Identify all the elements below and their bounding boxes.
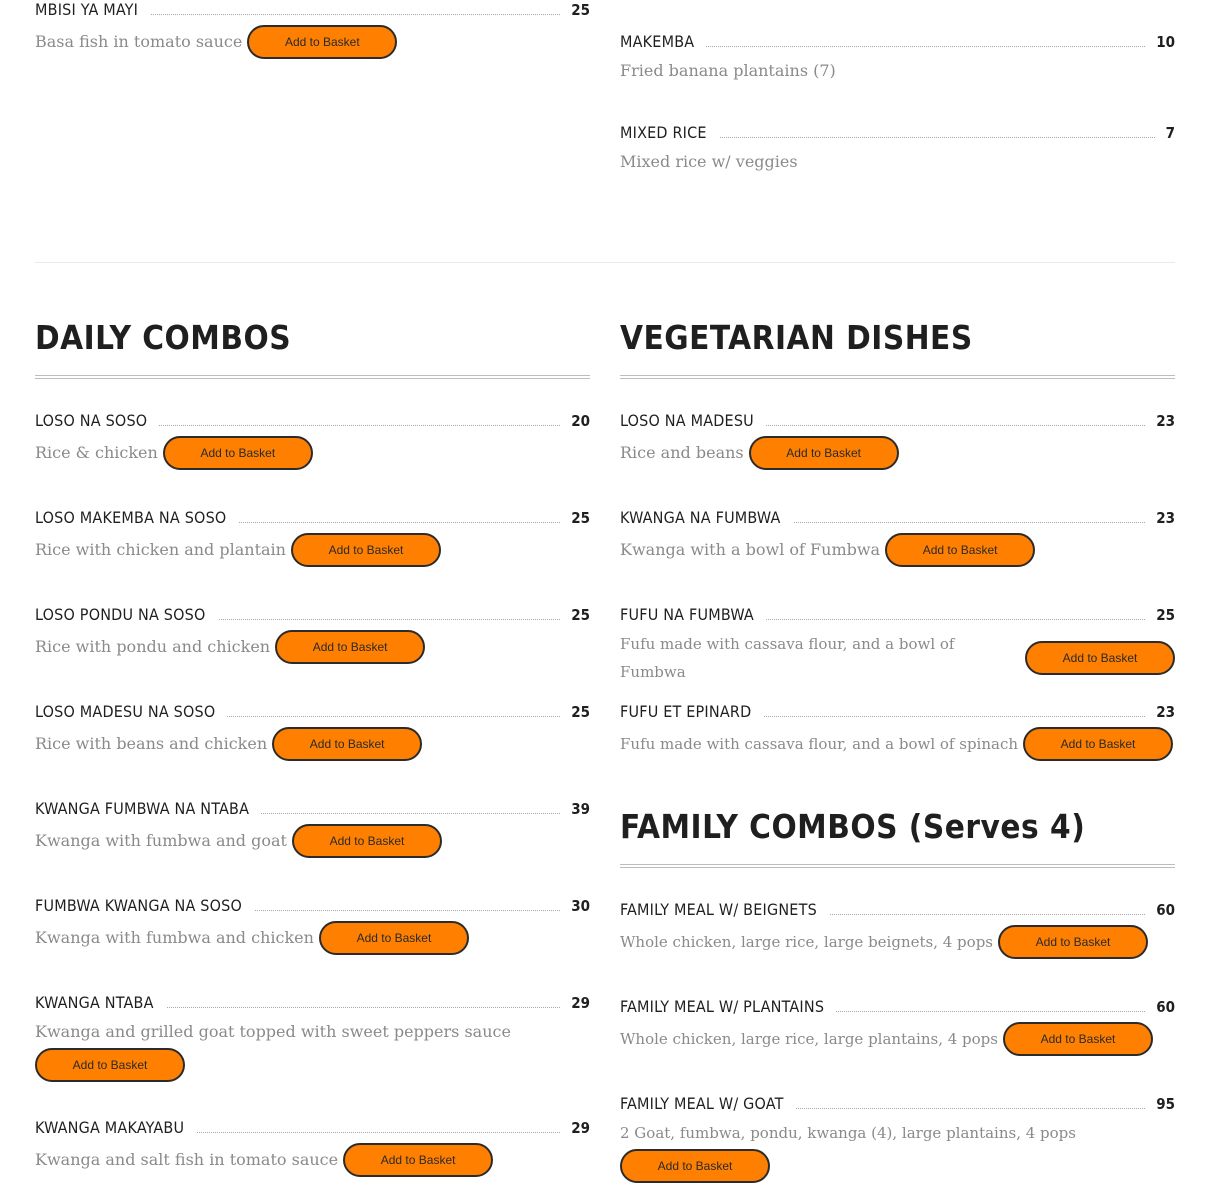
item-description: Kwanga and grilled goat topped with sweet peppers sauce <box>35 1022 511 1041</box>
section-rule <box>35 375 590 379</box>
menu-item <box>620 122 1175 176</box>
menu-item <box>620 604 1175 686</box>
add-to-basket-button[interactable]: Add to Basket <box>272 727 422 761</box>
section-rule <box>620 375 1175 379</box>
add-to-basket-button[interactable]: Add to Basket <box>275 630 425 664</box>
item-price: 29 <box>561 992 590 1014</box>
item-price: 95 <box>1146 1093 1175 1115</box>
item-name: KWANGA FUMBWA NA NTABA <box>35 798 261 820</box>
item-name: FUMBWA KWANGA NA SOSO <box>35 895 254 917</box>
menu-item <box>35 798 590 858</box>
item-price: 25 <box>561 701 590 723</box>
add-to-basket-button[interactable]: Add to Basket <box>247 25 397 59</box>
item-name: LOSO MADESU NA SOSO <box>35 701 227 723</box>
item-description: Kwanga and salt fish in tomato sauce <box>35 1150 339 1169</box>
item-description: 2 Goat, fumbwa, pondu, kwanga (4), large plantains, 4 pops <box>620 1124 1076 1142</box>
item-name: MBISI YA MAYI <box>35 0 150 21</box>
item-name: LOSO NA SOSO <box>35 410 159 432</box>
item-name: LOSO PONDU NA SOSO <box>35 604 218 626</box>
menu-item <box>35 0 590 59</box>
menu-item <box>620 410 1175 470</box>
item-description: Kwanga with fumbwa and goat <box>35 831 287 850</box>
item-price: 60 <box>1146 996 1175 1018</box>
section-title-daily-combos: DAILY COMBOS <box>35 318 292 357</box>
menu-item <box>620 899 1175 959</box>
item-description: Fried banana plantains (7) <box>620 61 836 80</box>
item-description: Rice and beans <box>620 443 744 462</box>
item-price: 25 <box>561 507 590 529</box>
add-to-basket-button[interactable]: Add to Basket <box>163 436 313 470</box>
item-price: 39 <box>561 798 590 820</box>
item-price: 60 <box>1146 899 1175 921</box>
add-to-basket-button[interactable]: Add to Basket <box>343 1143 493 1177</box>
section-divider <box>35 262 1175 263</box>
item-description: Mixed rice w/ veggies <box>620 152 798 171</box>
item-description: Whole chicken, large rice, large beignets, 4 pops <box>620 933 993 951</box>
menu-item <box>35 1117 590 1177</box>
menu-item <box>35 701 590 761</box>
menu-item <box>35 992 590 1082</box>
item-price: 7 <box>1156 122 1175 144</box>
menu-item <box>620 1093 1175 1183</box>
add-to-basket-button[interactable]: Add to Basket <box>1023 727 1173 761</box>
item-name: KWANGA MAKAYABU <box>35 1117 196 1139</box>
item-price: 23 <box>1146 701 1175 723</box>
menu-item <box>620 31 1175 85</box>
menu-item <box>620 507 1175 567</box>
item-name: FUFU NA FUMBWA <box>620 604 766 626</box>
item-description: Whole chicken, large rice, large plantains, 4 pops <box>620 1030 998 1048</box>
add-to-basket-button[interactable]: Add to Basket <box>998 925 1148 959</box>
add-to-basket-button[interactable]: Add to Basket <box>319 921 469 955</box>
menu-item <box>620 996 1175 1056</box>
item-price: 20 <box>561 410 590 432</box>
item-description: Rice & chicken <box>35 443 158 462</box>
add-to-basket-button[interactable]: Add to Basket <box>620 1149 770 1183</box>
item-name: MAKEMBA <box>620 31 706 53</box>
item-description: Fufu made with cassava flour, and a bowl of Fumbwa <box>620 635 955 681</box>
item-name: LOSO MAKEMBA NA SOSO <box>35 507 238 529</box>
add-to-basket-button[interactable]: Add to Basket <box>749 436 899 470</box>
add-to-basket-button[interactable]: Add to Basket <box>35 1048 185 1082</box>
item-name: KWANGA NA FUMBWA <box>620 507 793 529</box>
section-title-family-combos: FAMILY COMBOS (Serves 4) <box>620 807 1086 846</box>
add-to-basket-button[interactable]: Add to Basket <box>291 533 441 567</box>
item-name: FUFU ET EPINARD <box>620 701 763 723</box>
item-price: 30 <box>561 895 590 917</box>
add-to-basket-button[interactable]: Add to Basket <box>1003 1022 1153 1056</box>
item-price: 29 <box>561 1117 590 1139</box>
menu-item <box>35 410 590 470</box>
item-name: KWANGA NTABA <box>35 992 166 1014</box>
section-rule <box>620 864 1175 868</box>
item-description: Rice with pondu and chicken <box>35 637 271 656</box>
item-price: 25 <box>561 604 590 626</box>
item-name: FAMILY MEAL W/ BEIGNETS <box>620 899 829 921</box>
add-to-basket-button[interactable]: Add to Basket <box>885 533 1035 567</box>
item-description: Fufu made with cassava flour, and a bowl of spinach <box>620 735 1019 753</box>
item-name: MIXED RICE <box>620 122 719 144</box>
item-price: 23 <box>1146 507 1175 529</box>
item-price: 23 <box>1146 410 1175 432</box>
item-header <box>35 0 590 21</box>
item-price: 25 <box>1146 604 1175 626</box>
menu-item <box>35 895 590 955</box>
menu-item <box>35 604 590 664</box>
menu-item <box>620 701 1175 761</box>
section-title-vegetarian: VEGETARIAN DISHES <box>620 318 973 357</box>
add-to-basket-button[interactable]: Add to Basket <box>292 824 442 858</box>
item-description: Rice with beans and chicken <box>35 734 268 753</box>
item-description: Kwanga with a bowl of Fumbwa <box>620 540 881 559</box>
item-description: Kwanga with fumbwa and chicken <box>35 928 314 947</box>
add-to-basket-button[interactable]: Add to Basket <box>1025 641 1175 675</box>
item-name: FAMILY MEAL W/ PLANTAINS <box>620 996 836 1018</box>
item-price: 25 <box>561 0 590 21</box>
menu-item <box>35 507 590 567</box>
item-description: Basa fish in tomato sauce <box>35 32 243 51</box>
item-name: FAMILY MEAL W/ GOAT <box>620 1093 796 1115</box>
item-description: Rice with chicken and plantain <box>35 540 286 559</box>
item-name: LOSO NA MADESU <box>620 410 766 432</box>
item-price: 10 <box>1146 31 1175 53</box>
